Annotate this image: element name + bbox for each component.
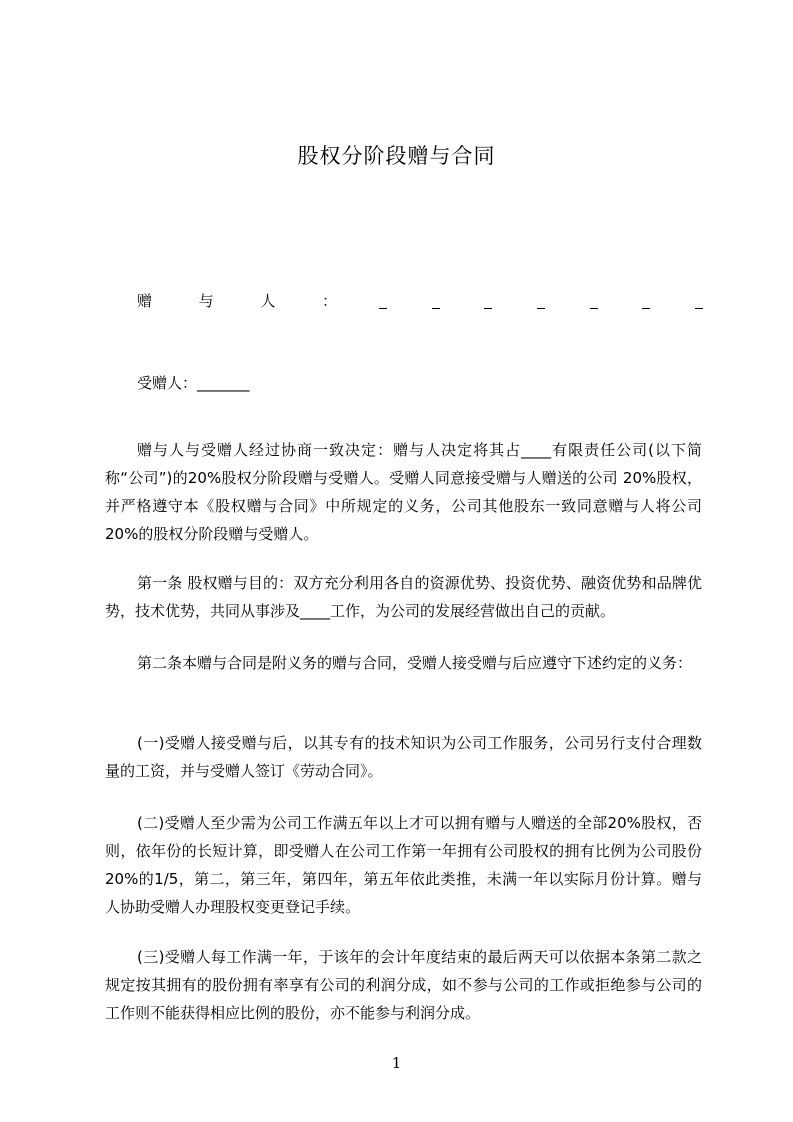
blank-underscore: [537, 294, 545, 309]
clause-2-paragraph: (二)受赠人至少需为公司工作满五年以上才可以拥有赠与人赠送的全部20%股权，否则，依年份的长短计算，即受赠人在公司工作第一年拥有公司股权的拥有比例为公司股份20%的1/5，第二，第三年，第四年，第五年依此类推，未满一年以实际月份计算。赠与人协助受赠人办理股权变更登记手续。: [105, 814, 702, 916]
recipient-line: 受赠人：_______: [137, 374, 250, 392]
donor-blank-field: [379, 294, 703, 309]
donor-label-char: 人: [260, 292, 276, 310]
donor-line: [137, 290, 703, 314]
clause-1-paragraph: (一)受赠人接受赠与后，以其专有的技术知识为公司工作服务，公司另行支付合理数量的工资，并与受赠人签订《劳动合同》。: [105, 734, 702, 780]
blank-underscore: [484, 294, 492, 309]
donor-label: [137, 290, 337, 311]
blank-underscore: [379, 294, 387, 309]
blank-underscore: [642, 294, 650, 309]
clause-3-paragraph: (三)受赠人每工作满一年，于该年的会计年度结束的最后两天可以依据本条第二款之规定按其拥有的股份拥有率享有公司的利润分成，如不参与公司的工作或拒绝参与公司的工作则不能获得相应比例的股份，亦不能参与利润分成。: [105, 948, 702, 1022]
donor-label-char: ：: [321, 292, 337, 310]
blank-underscore: [432, 294, 440, 309]
article-2-paragraph: 第二条本赠与合同是附义务的赠与合同，受赠人接受赠与后应遵守下述约定的义务：: [137, 654, 693, 672]
document-title: 股权分阶段赠与合同: [297, 144, 496, 168]
article-1-paragraph: 第一条 股权赠与目的：双方充分利用各自的资源优势、投资优势、融资优势和品牌优势，技术优势，共同从事涉及____工作，为公司的发展经营做出自己的贡献。: [105, 574, 702, 620]
blank-underscore: [695, 294, 703, 309]
donor-label-char: 赠: [137, 292, 153, 310]
page-number: 1: [391, 1054, 402, 1072]
preamble-paragraph: 赠与人与受赠人经过协商一致决定：赠与人决定将其占____有限责任公司(以下简称“公司”)的20%股权分阶段赠与受赠人。受赠人同意接受赠与人赠送的公司 20%股权，并严格遵守本《股权赠与合同》中所规定的义务，公司其他股东一致同意赠与人将公司20%的股权分阶段赠与受赠人。: [105, 441, 702, 543]
blank-underscore: [590, 294, 598, 309]
donor-label-char: 与: [198, 292, 214, 310]
